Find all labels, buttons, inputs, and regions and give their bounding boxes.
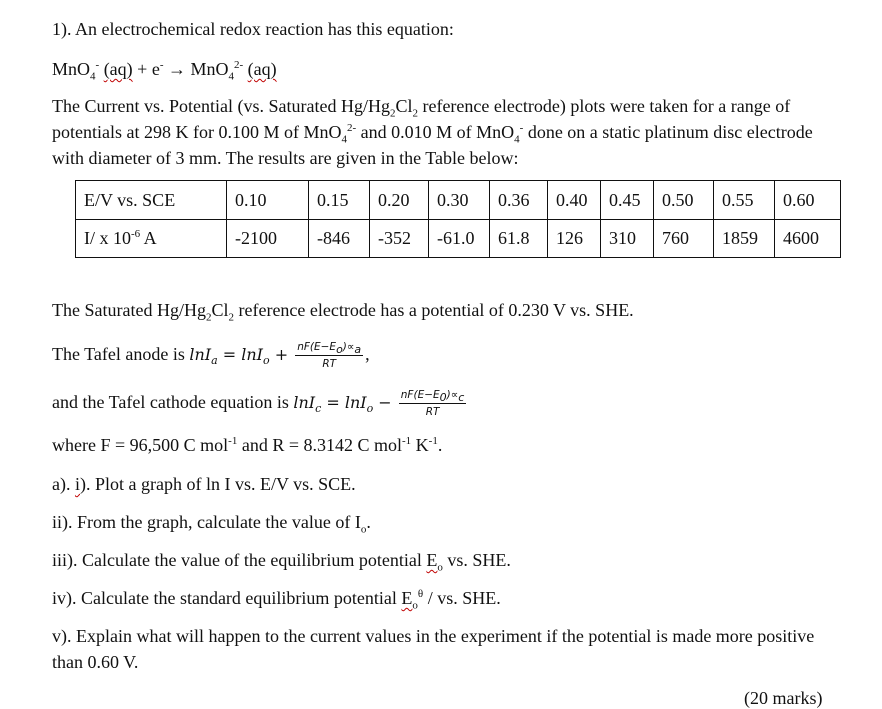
potential-cell: 0.10	[227, 181, 309, 220]
constants-text: where F = 96,500 C mol$^{-1}$ and R = 8.3142 C mol$^{-1}$ $K^{-1}$.	[52, 435, 443, 455]
current-row-label: I/ x $10^{-6}$ A	[76, 220, 227, 258]
potential-cell: 0.30	[429, 181, 490, 220]
current-cell: 4600	[775, 220, 841, 258]
potential-row-label: E/V vs. SCE	[76, 181, 227, 220]
tafel-anode-fraction: $\frac{nF(E-E_o)\propto_a}{RT}$	[297, 340, 362, 370]
experiment-description: The Current vs. Potential (vs. Saturated $Hg/Hg_2Cl_2$ reference electrode) plots were taken for a range of potentials at 298 K for 0.100 M of MnO$_4^{2-}$ and 0.010 M of MnO$_4$- done on a static platinum disc electrode with diameter of 3 mm. The results are given in the Table below:	[52, 96, 813, 168]
tafel-cathode-fraction: $\frac{nF(E-E_0)\propto_c}{RT}$	[400, 388, 465, 418]
eq-left-species: MnO$_4$-	[52, 59, 100, 83]
reaction-arrow: →	[167, 59, 186, 79]
part-a-i: a). i). Plot a graph of ln I vs. E/V vs. SCE.	[52, 474, 356, 494]
potential-cell: 0.55	[714, 181, 775, 220]
eq-right-species: MnO$_4^{2-}$	[190, 59, 244, 83]
part-iv: iv). Calculate the standard equilibrium potential $E_o^\theta$ / vs. SHE.	[52, 588, 501, 612]
potential-cell: 0.15	[309, 181, 370, 220]
potential-cell: 0.40	[548, 181, 601, 220]
part-iii: iii). Calculate the value of the equilibrium potential $E_o$ vs. SHE.	[52, 550, 511, 574]
potential-cell: 0.20	[370, 181, 429, 220]
current-cell: -846	[309, 220, 370, 258]
question-intro: 1). An electrochemical redox reaction has this equation:	[52, 19, 454, 39]
marks-label: (20 marks)	[744, 688, 823, 708]
data-table	[75, 180, 841, 258]
current-cell: 61.8	[490, 220, 548, 258]
current-cell: 310	[601, 220, 654, 258]
tafel-cathode-equation: and the Tafel cathode equation is lnI$_c$ = lnI$_o$ − $\frac{nF(E-E_0)\propto_c}{RT}$	[52, 388, 465, 418]
reference-electrode-text: The Saturated $Hg/Hg_2Cl_2$ reference electrode has a potential of 0.230 V vs. SHE.	[52, 300, 634, 324]
eq-right-state: (aq)	[247, 59, 277, 79]
eq-electron: + e-	[137, 59, 164, 79]
potential-cell: 0.60	[775, 181, 841, 220]
current-cell: -352	[370, 220, 429, 258]
current-cell: -61.0	[429, 220, 490, 258]
potential-cell: 0.50	[654, 181, 714, 220]
current-cell: 1859	[714, 220, 775, 258]
potential-cell: 0.45	[601, 181, 654, 220]
potential-row	[76, 181, 841, 220]
eq-left-state: (aq)	[103, 59, 133, 79]
potential-cell: 0.36	[490, 181, 548, 220]
tafel-anode-equation: The Tafel anode is lnI$_a$ = lnI$_o$ + $\frac{nF(E-E_o)\propto_a}{RT}$ ,	[52, 340, 370, 370]
part-v: v). Explain what will happen to the current values in the experiment if the potential is made more positive than 0.60 V.	[52, 626, 815, 672]
current-cell: 126	[548, 220, 601, 258]
reaction-equation	[52, 58, 277, 83]
current-cell: -2100	[227, 220, 309, 258]
current-row	[76, 220, 841, 258]
part-ii: ii). From the graph, calculate the value of $I_o$.	[52, 512, 371, 536]
current-cell: 760	[654, 220, 714, 258]
